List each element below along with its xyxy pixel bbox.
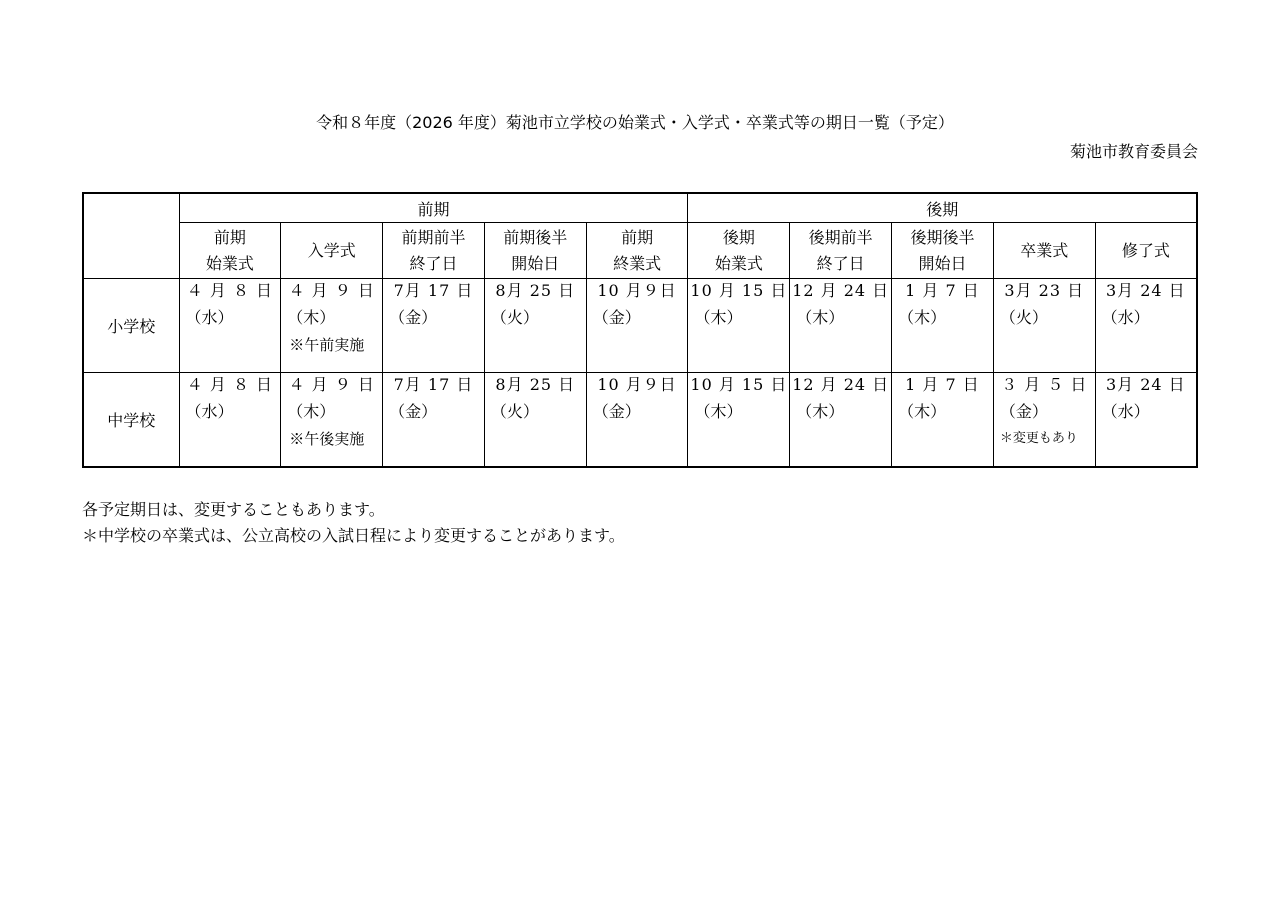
weekday-text: （木） — [796, 402, 845, 421]
date-cell — [484, 279, 586, 373]
date-text: 12 月 24 日 — [792, 375, 890, 394]
column-header: 修了式 — [1095, 223, 1197, 279]
footnote-graduation: ＊中学校の卒業式は、公立高校の入試日程により変更することがあります。 — [82, 526, 625, 545]
row-header-junior-high: 中学校 — [83, 373, 179, 468]
weekday-text: （金） — [389, 308, 438, 327]
weekday-text: （木） — [898, 308, 947, 327]
column-header: 卒業式 — [993, 223, 1095, 279]
weekday-text: （金） — [999, 402, 1048, 421]
date-cell — [383, 373, 485, 468]
date-text: 8月 25 日 — [495, 375, 576, 394]
note-text: ※午前実施 — [289, 336, 365, 354]
weekday-text: （水） — [185, 308, 234, 327]
date-text: 10 月 15 日 — [690, 281, 788, 300]
date-text: 7月 17 日 — [393, 375, 474, 394]
weekday-text: （木） — [287, 308, 336, 327]
date-cell — [993, 279, 1095, 373]
weekday-text: （木） — [287, 402, 336, 421]
note-text: ※午後実施 — [289, 430, 365, 448]
column-header: 前期前半 終了日 — [383, 223, 485, 279]
weekday-text: （火） — [999, 308, 1048, 327]
column-header-row — [83, 223, 1197, 279]
weekday-text: （水） — [185, 402, 234, 421]
date-text: ４ 月 ８ 日 — [186, 375, 274, 394]
weekday-text: （木） — [694, 308, 743, 327]
date-cell — [790, 279, 892, 373]
table-row — [83, 373, 1197, 468]
date-cell — [484, 373, 586, 468]
period-header-second: 後期 — [688, 193, 1197, 223]
weekday-text: （水） — [1101, 402, 1150, 421]
column-header: 後期後半 開始日 — [892, 223, 994, 279]
date-cell — [281, 373, 383, 468]
footnotes — [82, 497, 625, 549]
date-cell — [688, 279, 790, 373]
schedule-table — [82, 192, 1198, 468]
column-header: 前期 終業式 — [586, 223, 688, 279]
note-text: ＊変更もあり — [999, 431, 1078, 446]
date-text: 3月 23 日 — [1004, 281, 1085, 300]
document-title: 令和８年度（2026 年度）菊池市立学校の始業式・入学式・卒業式等の期日一覧（予定） — [316, 113, 954, 132]
footnote-general: 各予定期日は、変更することもあります。 — [82, 500, 385, 519]
date-text: ４ 月 ９ 日 — [288, 281, 375, 300]
weekday-text: （木） — [694, 402, 743, 421]
weekday-text: （金） — [389, 402, 438, 421]
column-header: 後期 始業式 — [688, 223, 790, 279]
table-row — [83, 279, 1197, 373]
date-text: ４ 月 ９ 日 — [288, 375, 375, 394]
document-author: 菊池市教育委員会 — [1069, 142, 1198, 161]
corner-cell — [83, 193, 179, 279]
date-cell — [179, 279, 281, 373]
weekday-text: （水） — [1101, 308, 1150, 327]
date-cell — [383, 279, 485, 373]
date-cell — [281, 279, 383, 373]
date-text: 1 月 7 日 — [905, 281, 980, 300]
date-text: 1 月 7 日 — [905, 375, 980, 394]
weekday-text: （木） — [898, 402, 947, 421]
date-cell — [586, 279, 688, 373]
date-cell — [790, 373, 892, 468]
date-text: ３ 月 ５ 日 — [1001, 375, 1088, 394]
weekday-text: （金） — [592, 308, 641, 327]
date-text: ４ 月 ８ 日 — [186, 281, 274, 300]
date-cell — [1095, 373, 1197, 468]
period-header-first: 前期 — [179, 193, 688, 223]
date-text: 3月 24 日 — [1105, 281, 1186, 300]
date-cell — [892, 279, 994, 373]
date-text: 7月 17 日 — [393, 281, 474, 300]
date-text: 3月 24 日 — [1105, 375, 1186, 394]
weekday-text: （金） — [592, 402, 641, 421]
date-cell — [688, 373, 790, 468]
column-header: 入学式 — [281, 223, 383, 279]
weekday-text: （火） — [490, 402, 539, 421]
date-text: 10 月 15 日 — [690, 375, 788, 394]
date-text: 10 月９日 — [597, 281, 677, 300]
column-header: 前期 始業式 — [179, 223, 281, 279]
date-cell — [586, 373, 688, 468]
weekday-text: （火） — [490, 308, 539, 327]
date-cell — [1095, 279, 1197, 373]
date-cell — [993, 373, 1095, 468]
date-cell — [892, 373, 994, 468]
date-text: 8月 25 日 — [495, 281, 576, 300]
column-header: 前期後半 開始日 — [484, 223, 586, 279]
date-text: 12 月 24 日 — [792, 281, 890, 300]
date-text: 10 月９日 — [597, 375, 677, 394]
row-header-elementary: 小学校 — [83, 279, 179, 373]
period-header-row — [83, 193, 1197, 223]
column-header: 後期前半 終了日 — [790, 223, 892, 279]
date-cell — [179, 373, 281, 468]
weekday-text: （木） — [796, 308, 845, 327]
